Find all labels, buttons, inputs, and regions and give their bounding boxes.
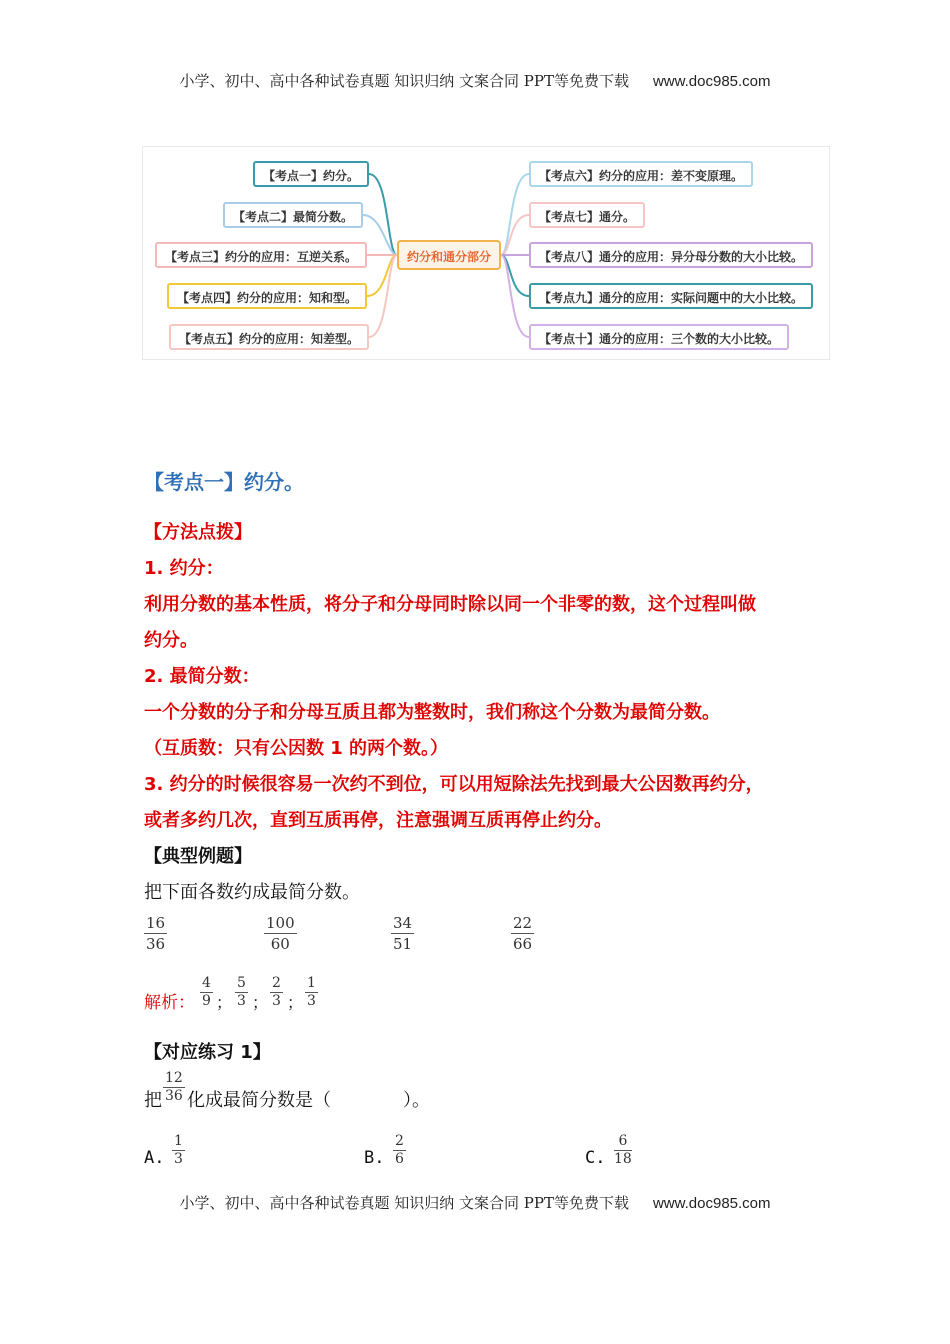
- example-heading: 【典型例题】: [144, 846, 252, 867]
- practice-before: 把: [144, 1090, 162, 1111]
- example-fraction: $\frac{34}{51}$: [393, 914, 413, 953]
- option-c-letter[interactable]: C.: [585, 1148, 606, 1168]
- mind-map-node-kaodian-2: 【考点二】最简分数。: [223, 202, 363, 228]
- point-1-text-line1: 利用分数的基本性质，将分子和分母同时除以同一个非零的数，这个过程叫做: [144, 594, 756, 615]
- answer-separator: ；: [287, 993, 304, 1012]
- option-a-fraction[interactable]: $\frac{1}{3}$: [174, 1133, 183, 1167]
- point-2-heading: 2. 最简分数：: [144, 666, 260, 687]
- mind-map-node-kaodian-7: 【考点七】通分。: [529, 202, 645, 228]
- point-1-heading: 1. 约分：: [144, 558, 224, 579]
- mind-map-connector: [501, 174, 529, 255]
- mind-map-node-kaodian-9: 【考点九】通分的应用：实际问题中的大小比较。: [529, 283, 813, 309]
- header-text: 小学、初中、高中各种试卷真题 知识归纳 文案合同 PPT等免费下载: [179, 72, 629, 90]
- mind-map-connector: [369, 255, 397, 337]
- example-fraction: $\frac{16}{36}$: [146, 914, 166, 953]
- answer-label: 解析：: [144, 993, 195, 1013]
- mind-map-node-kaodian-10: 【考点十】通分的应用：三个数的大小比较。: [529, 324, 789, 350]
- mind-map-node-kaodian-4: 【考点四】约分的应用：知和型。: [167, 283, 367, 309]
- header-site: www.doc985.com: [652, 73, 771, 90]
- practice-question: 化成最简分数是（ ）。: [187, 1090, 430, 1111]
- section-title: 【考点一】约分。: [144, 470, 304, 494]
- footer-text: 小学、初中、高中各种试卷真题 知识归纳 文案合同 PPT等免费下载: [179, 1194, 629, 1212]
- example-fraction: $\frac{100}{60}$: [266, 914, 295, 953]
- page-footer: [0, 1192, 950, 1213]
- mind-map-node-kaodian-5: 【考点五】约分的应用：知差型。: [169, 324, 369, 350]
- page-header: [0, 70, 950, 91]
- point-2-text-line1: 一个分数的分子和分母互质且都为整数时，我们称这个分数为最简分数。: [144, 702, 720, 723]
- practice-fraction: $\frac{12}{36}$: [165, 1070, 183, 1104]
- option-a-letter[interactable]: A.: [144, 1148, 165, 1168]
- answer-fraction: $\frac{4}{9}$: [202, 975, 211, 1009]
- point-2-text-line2: （互质数：只有公因数 1 的两个数。）: [144, 738, 449, 759]
- mind-map-node-kaodian-8: 【考点八】通分的应用：异分母分数的大小比较。: [529, 242, 813, 268]
- example-fraction: $\frac{22}{66}$: [513, 914, 533, 953]
- point-3-text-line2: 或者多约几次，直到互质再停，注意强调互质再停止约分。: [144, 810, 612, 831]
- mind-map-connector: [369, 174, 397, 255]
- footer-site: www.doc985.com: [652, 1195, 771, 1212]
- answer-fraction: $\frac{5}{3}$: [237, 975, 246, 1009]
- answer-separator: ；: [216, 993, 233, 1012]
- mind-map-node-kaodian-1: 【考点一】约分。: [253, 161, 369, 187]
- mind-map-node-kaodian-6: 【考点六】约分的应用：差不变原理。: [529, 161, 753, 187]
- answer-fraction: $\frac{1}{3}$: [307, 975, 316, 1009]
- option-b-letter[interactable]: B.: [364, 1148, 385, 1168]
- option-c-fraction[interactable]: $\frac{6}{18}$: [614, 1133, 632, 1167]
- practice-heading: 【对应练习 1】: [144, 1042, 271, 1063]
- example-prompt: 把下面各数约成最简分数。: [144, 882, 360, 903]
- answer-fraction: $\frac{2}{3}$: [272, 975, 281, 1009]
- point-3-text-line1: 3. 约分的时候很容易一次约不到位，可以用短除法先找到最大公因数再约分，: [144, 774, 764, 795]
- point-1-text-line2: 约分。: [144, 630, 198, 651]
- mind-map: [142, 146, 830, 360]
- mind-map-node-kaodian-3: 【考点三】约分的应用：互逆关系。: [155, 242, 367, 268]
- answer-separator: ；: [252, 993, 269, 1012]
- option-b-fraction[interactable]: $\frac{2}{6}$: [395, 1133, 404, 1167]
- mind-map-center-node: 约分和通分部分: [397, 240, 501, 270]
- method-heading: 【方法点拨】: [144, 522, 252, 543]
